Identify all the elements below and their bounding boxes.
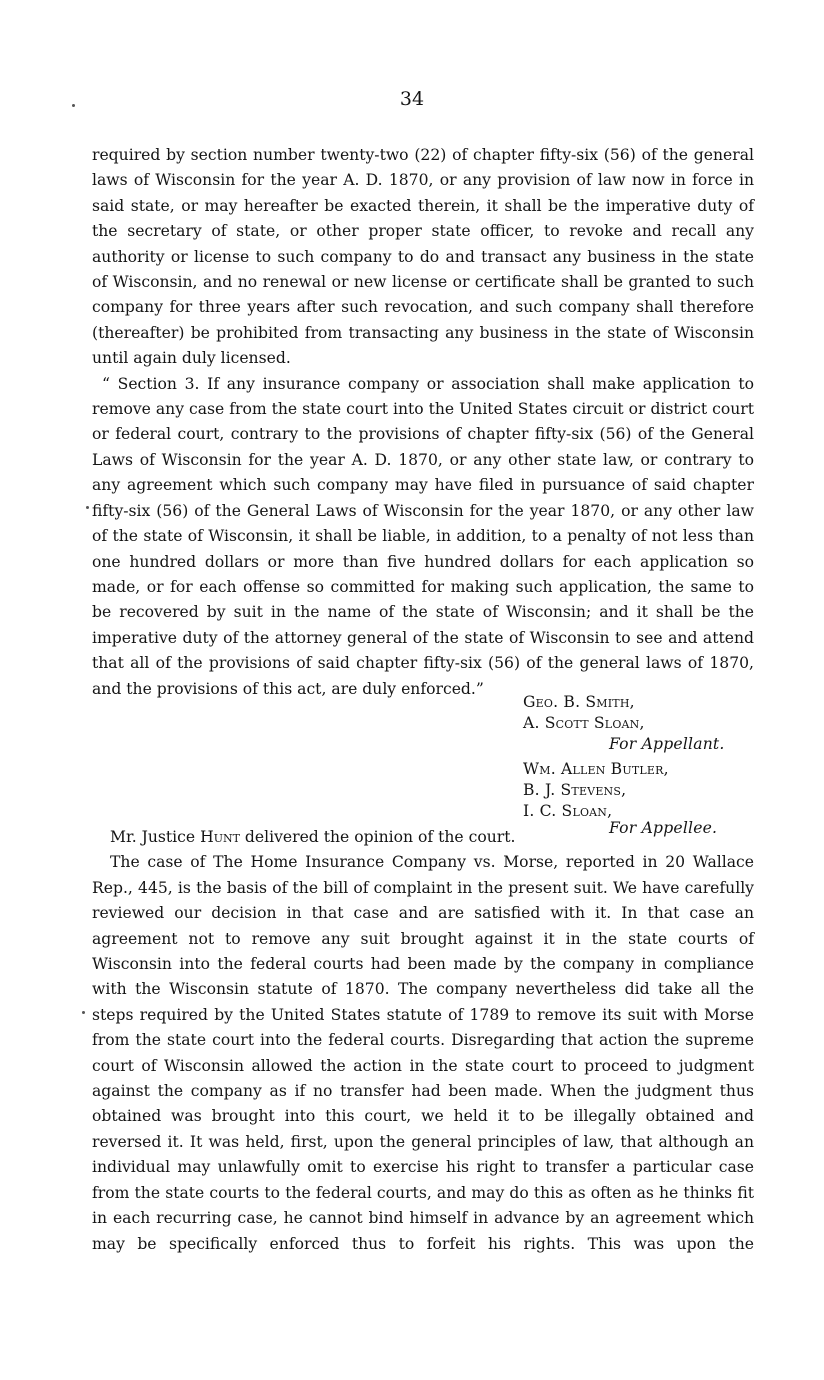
counsel-appellant-1: Geo. B. Smith,: [523, 693, 635, 711]
margin-speck-3: [82, 1011, 85, 1014]
appellee-role: For Appellee.: [609, 819, 718, 837]
counsel-appellee-2: B. J. Stevens,: [523, 781, 627, 799]
justice-name: Hunt: [200, 828, 240, 846]
counsel-block: [523, 692, 725, 839]
opinion-paragraph: The case of The Home Insurance Company vs. Morse, reported in 20 Wallace Rep., 445, is the basis of the bill of complaint in the present suit. We have carefully reviewed our decision in that case and are satisfied with it. In that case an agreement not to remove any suit brought against it in the state courts of Wisconsin into the federal courts had been made by the company in compliance with the Wisconsin statute of 1870. The company nevertheless did take all the steps required by the United States statute of 1789 to remove its suit with Morse from the state court into the federal courts. Disregarding that action the supreme court of Wisconsin allowed the action in the state court to proceed to judgment against the company as if no transfer had been made. When the judgment thus obtained was brought into this court, we held it to be illegally obtained and reversed it. It was held, first, upon the general principles of law, that although an individual may unlawfully omit to exercise his right to transfer a particular case from the state courts to the federal courts, and may do this as often as he thinks fit in each recurring case, he cannot bind himself in advance by an agreement which may be specifically enforced thus to forfeit his rights. This was upon the: [92, 853, 754, 1253]
counsel-appellee-3: I. C. Sloan,: [523, 802, 613, 820]
statute-paragraph-continued: required by section number twenty-two (22) of chapter fifty-six (56) of the general laws of Wisconsin for the year A. D. 1870, or any provision of law now in force in said state, or may hereafter be exacted therein, it shall be the imperative duty of the secretary of state, or other proper state officer, to revoke and recall any authority or license to such company to do and transact any business in the state of Wisconsin, and no renewal or new license or certificate shall be granted to such company for three years after such revocation, and such company shall therefore (thereafter) be prohibited from transacting any business in the state of Wisconsin until again duly licensed.: [92, 146, 754, 368]
opinion-suffix: delivered the opinion of the court.: [239, 828, 516, 846]
appellant-role: For Appellant.: [609, 735, 725, 753]
statute-section-3: “ Section 3. If any insurance company or association shall make application to remove any case from the state court into the United States circuit or district court or federal court, contrary to the provisions of chapter fifty-six (56) of the General Laws of Wisconsin for the year A. D. 1870, or any other state law, or contrary to any agreement which such company may have filed in pursuance of said chapter fifty-six (56) of the General Laws of Wisconsin for the year 1870, or any other law of the state of Wisconsin, it shall be liable, in addition, to a penalty of not less than one hundred dollars or more than five hundred dollars for each application so made, or for each offense so committed for making such application, the same to be recovered by suit in the name of the state of Wisconsin; and it shall be the imperative duty of the attorney general of the state of Wisconsin to see and attend that all of the provisions of said chapter fifty-six (56) of the general laws of 1870, and the provisions of this act, are duly enforced.”: [92, 374, 754, 698]
page-number: 34: [399, 88, 425, 110]
opinion-prefix: Mr. Justice: [110, 828, 201, 846]
margin-speck-2: [86, 506, 89, 509]
opinion-section: [92, 825, 754, 1257]
counsel-appellant-2: A. Scott Sloan,: [523, 714, 645, 732]
document-body: [92, 143, 754, 702]
opinion-intro: [92, 825, 754, 850]
counsel-appellee-1: Wm. Allen Butler,: [523, 760, 669, 778]
